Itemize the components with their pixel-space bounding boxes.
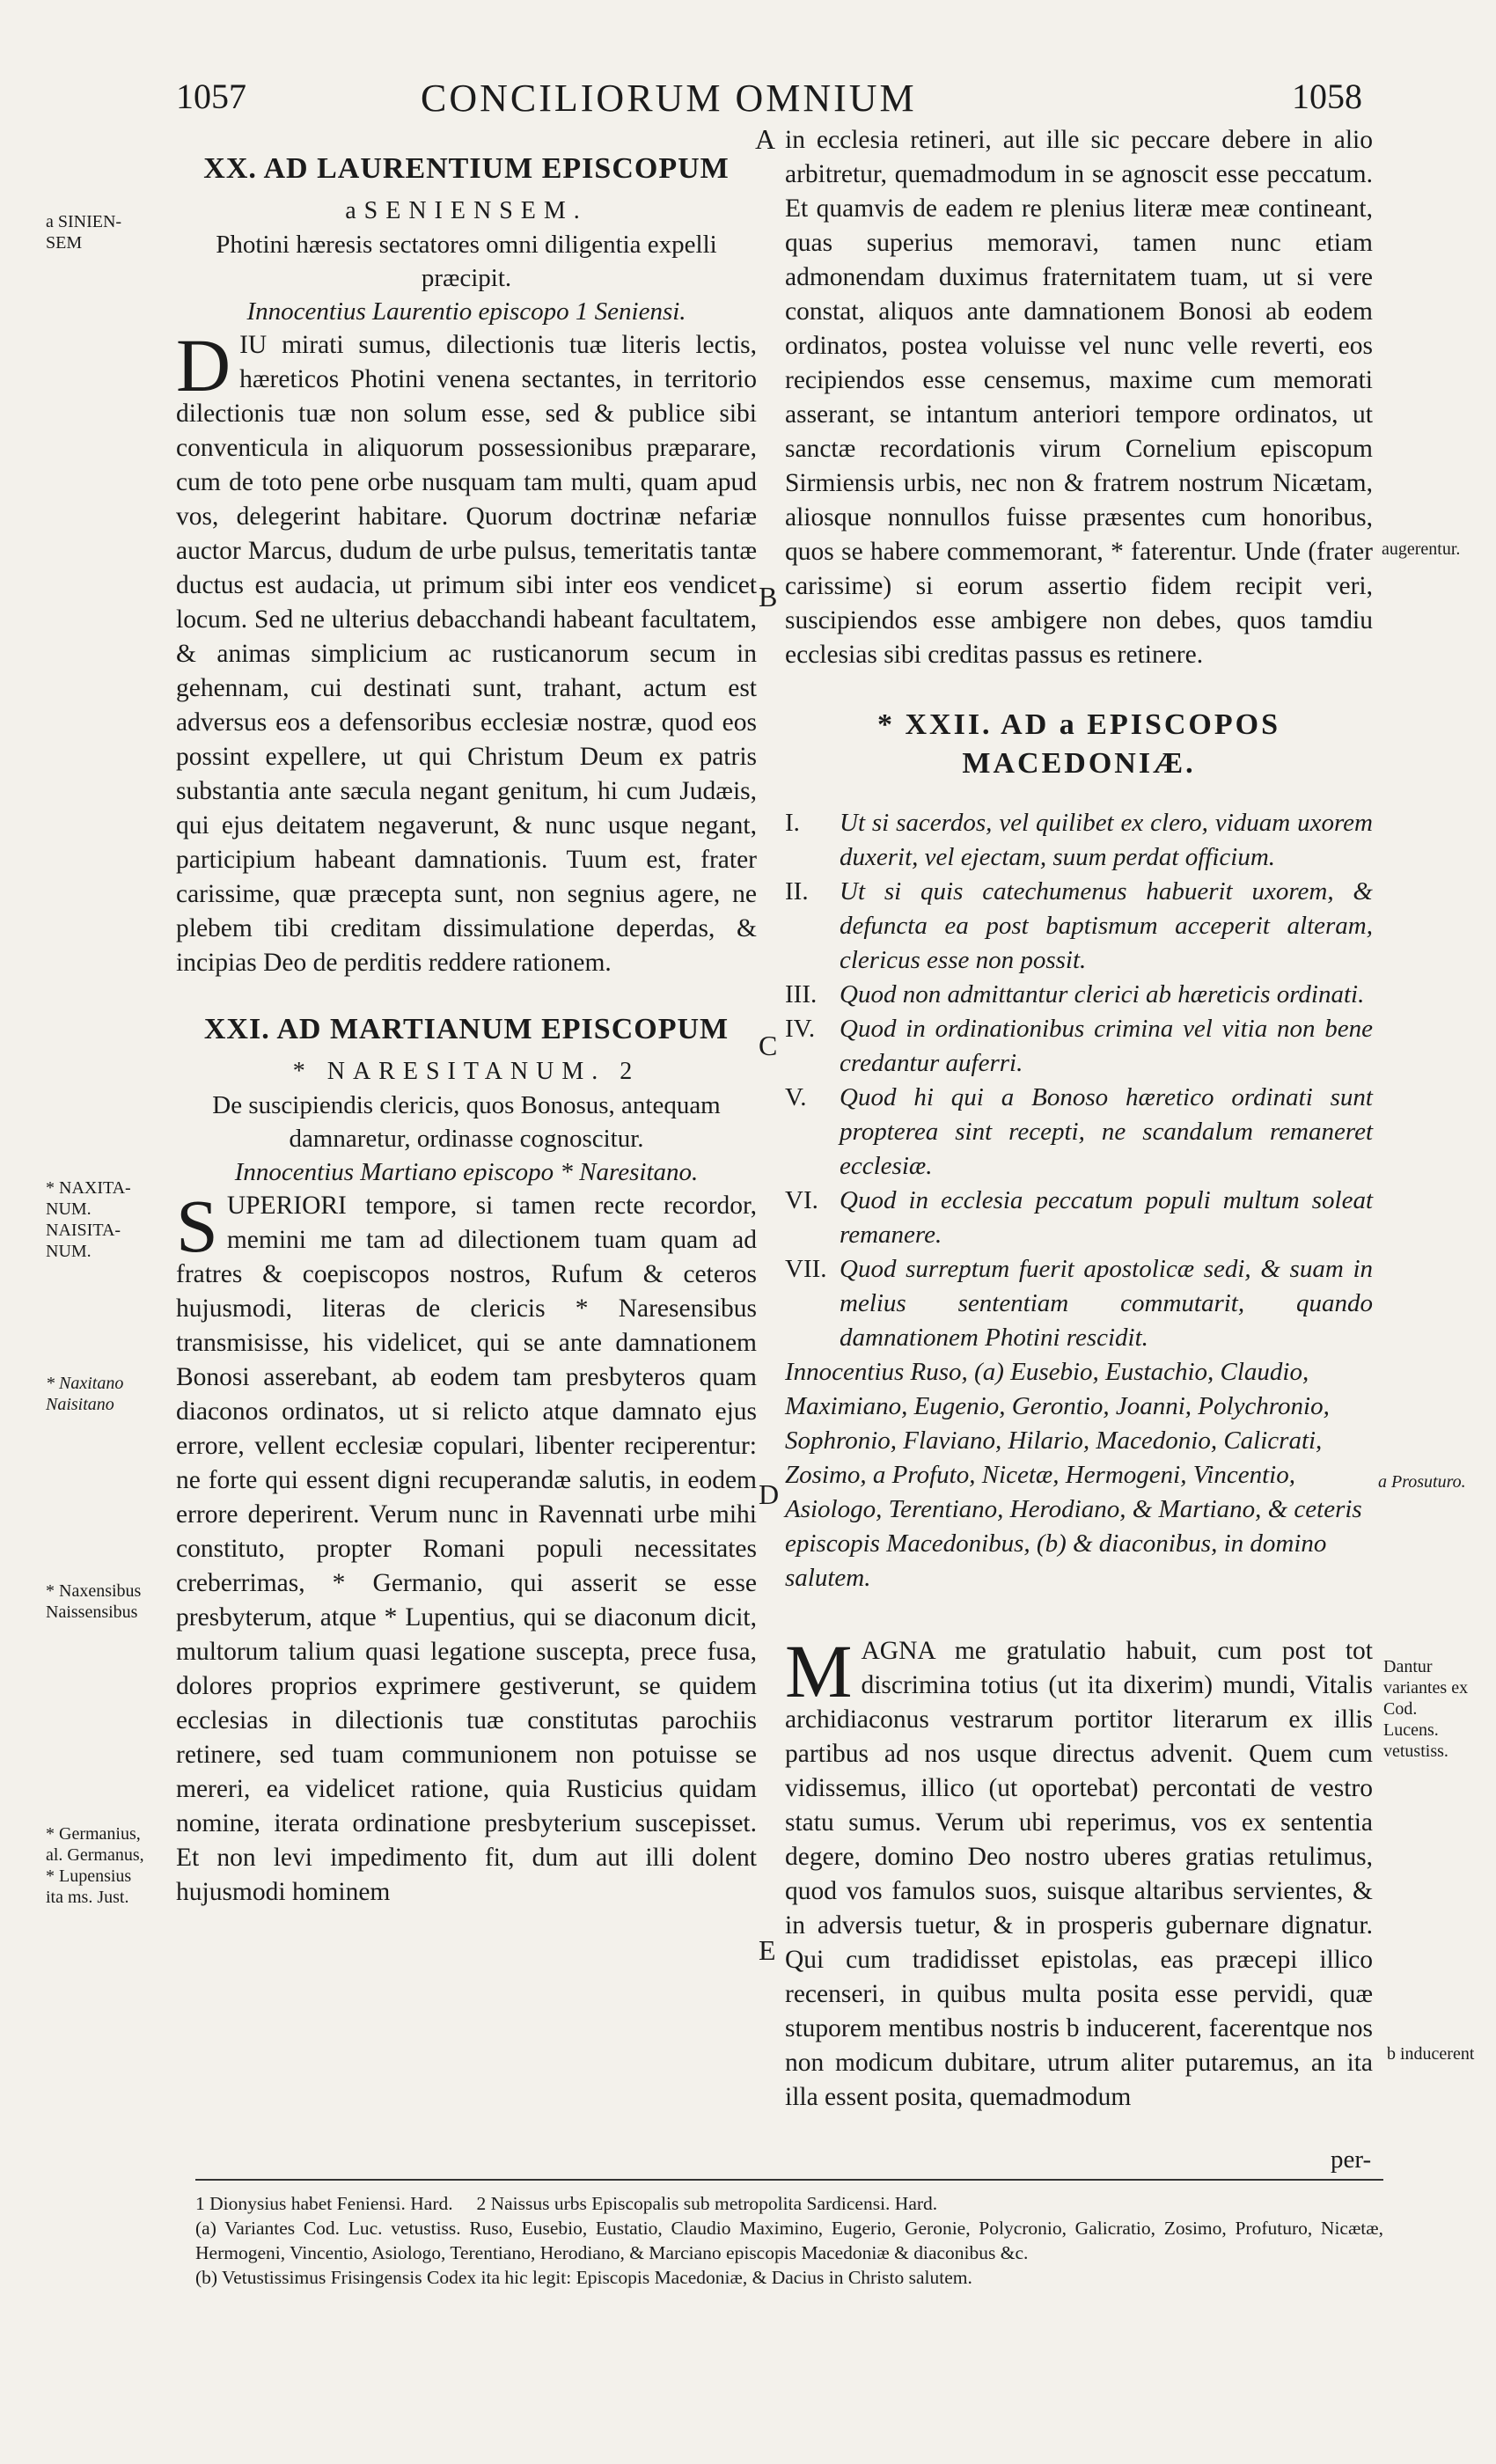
running-title: CONCILIORUM OMNIUM: [421, 77, 917, 120]
section-summary: De suscipiendis clericis, quos Bonosus, antequam damnaretur, ordinasse cognoscitur.: [212, 1091, 721, 1153]
drop-cap: M: [785, 1629, 853, 1713]
margin-note: b inducerent: [1387, 2044, 1475, 2064]
chapter-item: [785, 875, 1373, 978]
section-subtitle: * NARESITANUM. 2: [292, 1058, 641, 1085]
section-title-line2: MACEDONIÆ.: [962, 747, 1196, 780]
left-column: [176, 150, 757, 1910]
chapter-number: V.: [785, 1083, 807, 1111]
drop-cap: S: [176, 1184, 218, 1268]
footnote: 1 Dionysius habet Feniensi. Hard. 2 Naissus urbs Episcopalis sub metropolita Sardicensi. Hard.: [195, 2193, 938, 2214]
chapter-text: Ut si sacerdos, vel quilibet ex clero, viduam uxorem duxerit, vel ejectam, suum perdat officium.: [840, 809, 1373, 871]
margin-note: a Prosuturo.: [1378, 1472, 1466, 1492]
right-column: [785, 123, 1373, 2115]
addressee: Innocentius Ruso, (a) Eusebio, Eustachio, Claudio, Maximiano, Eugenio, Gerontio, Joanni, Polychronio, Sophronio, Flaviano, Hilario, Macedonio, Calicrati, Zosimo, a Profuto, Nicetæ, Hermogeni, Vincentio, Asiologo, Terentiano, Herodiano, & Martiano, & ceteris episcopis Macedonibus, (b) & diaconibus, in domino salutem.: [785, 1358, 1362, 1592]
salutation: Innocentius Martiano episcopo * Naresitano.: [234, 1158, 699, 1186]
continuation-text: in ecclesia retineri, aut ille sic peccare debere in alio arbitretur, quemadmodum in se agnoscit esse peccatum. Et quamvis de eadem re plenius literæ meæ contineant, quas superius memoravi, tamen nunc etiam admonendam duximus fraternitatem tuam, ut si vere constat, aliquos ante damnationem Bonosi ab eodem ordinatos, postea voluisse vel nunc velle reverti, eos recipiendos esse censemus, maxime cum memorati asserant, se intantum anteriori tempore ordinatos, ut sanctæ recordationis virum Cornelium episcopum Sirmiensis urbis, nec non & fratrem nostrum Nicætam, aliosque nonnullos fuisse præsentes cum honoribus, quos se habere commemorant, * faterentur. Unde (frater carissime) si eorum assertio fidem recipit veri, suscipiendos esse ambigere non debes, quos tamdiu ecclesias sibi creditas passus es retinere.: [785, 126, 1373, 669]
column-marker-d: D: [759, 1478, 780, 1510]
chapter-number: II.: [785, 877, 809, 906]
column-marker-e: E: [759, 1934, 776, 1966]
chapter-item: [785, 1184, 1373, 1252]
chapter-text: Quod surreptum fuerit apostolicæ sedi, & suam in melius sententiam commutarit, quando damnationem Photini rescidit.: [840, 1255, 1373, 1352]
chapter-number: VII.: [785, 1255, 827, 1283]
chapter-number: IV.: [785, 1015, 816, 1043]
letter-body: [176, 323, 757, 980]
margin-note: * Germanius, al. Germanus, * Lupensius ita ms. Just.: [46, 1824, 144, 1907]
section-title: * XXII. AD a EPISCOPOS: [876, 708, 1280, 741]
letter-text: IU mirati sumus, dilectionis tuæ literis lectis, hæreticos Photini venena sectantes, in territorio dilectionis tuæ non solum esse, sed & publice sibi conventicula in aliquorum possessionibus præparare, cum de toto pene orbe nusquam tam multi, quam apud vos, delegerint habitare. Quorum doctrinæ nefariæ auctor Marcus, dudum de urbe pulsus, temeritatis tantæ ductus est audacia, ut primum sibi inter eos vendicet locum. Sed ne ulterius debacchandi habeant facultatem, & animas simplicium ac rusticanorum secum in gehennam, cui destinati sunt, trahant, actum est adversus eos a defensoribus ecclesiæ nostræ, quod eos possint expellere, ut qui Christum Deum ex patris substantia ante sæcula negant genitum, hi cum Judæis, qui ejus deitatem negaverunt, & nunc usque negant, participium habeant damnationis. Tuum est, frater carissime, quæ præcepta sunt, non segnius agere, ne plebem tibi creditam dissimulatione deperdas, & incipias Deo de perditis reddere rationem.: [176, 331, 757, 977]
margin-note: a SINIEN- SEM: [46, 212, 122, 253]
chapter-text: Quod in ecclesia peccatum populi multum soleat remanere.: [840, 1186, 1373, 1249]
footnote: (a) Variantes Cod. Luc. vetustiss. Ruso, Eusebio, Eustatio, Claudio Maximino, Eugerio, Geronie, Polycronio, Galicratio, Zosimo, Profuturo, Nicætæ, Hermogeni, Vincentio, Asiologo, Terentiano, Herodiano, & Marciano episcopis Macedoniæ & diaconibus &c.: [195, 2218, 1383, 2263]
margin-note: * Naxensibus Naissensibus: [46, 1581, 142, 1622]
margin-note: * NAXITA- NUM. NAISITA- NUM.: [46, 1178, 131, 1261]
column-marker-b: B: [759, 581, 778, 612]
section-summary: Photini hæresis sectatores omni diligentia expelli præcipit.: [216, 231, 717, 292]
chapter-list: [785, 806, 1373, 1355]
footnote: (b) Vetustissimus Frisingensis Codex ita hic legit: Episcopis Macedoniæ, & Dacius in Christo salutem.: [195, 2267, 972, 2288]
page-number-left: 1057: [176, 77, 246, 116]
letter-body: [785, 1629, 1373, 2115]
column-marker-c: C: [759, 1030, 778, 1061]
chapter-text: Quod non admittantur clerici ab hæreticis ordinati.: [840, 980, 1365, 1008]
letter-text: AGNA me gratulatio habuit, cum post tot discrimina totius (ut ita dixerim) mundi, Vitalis archidiaconus vestrarum portitor literarum ex illis partibus ad nos usque directus advenit. Quem cum vidissemus, illico (ut oportebat) percontati de vestro statu sumus. Verum ubi reperimus, vos ex sententia degere, domino Deo nostro uberes gratias retulimus, quod vos famulos suos, suisque altaribus servientes, & in adversis tuetur, & in prosperis gubernare dignatur. Qui cum tradidisset epistolas, eas præcepi illico recenseri, in quibus multa posita esse pervidi, quæ stuporem mentibus nostris b inducerent, facerentque nos non modicum dubitare, utrum aliter putaremus, an ita illa essent posita, quemadmodum: [785, 1637, 1373, 2111]
margin-note: * Naxitano Naisitano: [46, 1374, 124, 1414]
letter-text: UPERIORI tempore, si tamen recte recordor, memini me tam ad dilectionem tuam quam ad fratres & coepiscopos nostros, Rufum & ceteros hujusmodi, literas de clericis * Naresensibus transmisisse, his videlicet, qui se ante damnationem Bonosi asserebant, ab eodem tam presbyteros quam diaconos ordinatos, ut si relicto atque damnato ejus errore, vellent ecclesiæ copulari, libenter reciperentur: ne forte qui essent digni recuperandæ salutis, in eodem errore deperirent. Verum nunc in Ravennati urbe mihi constituto, propter Romani populi necessitates creberrimas, * Germanio, qui asserit se esse presbyterum, atque * Lupentius, qui se diaconum dicit, multorum talium quasi legatione suscepta, prece fusa, dolores proprios exprimere gestiverunt, se quidem ecclesias in dilectionis tuæ constitutas parochiis retinere, sed tuam communionem non potuisse se mereri, ea videlicet ratione, quia Rusticius quidam nomine, iterata ordinatione presbyterium suscepisset. Et non levi impedimento fit, dum aut illi dolent hujusmodi hominem: [176, 1192, 757, 1906]
catchword: per-: [1331, 2145, 1372, 2174]
chapter-text: Quod hi qui a Bonoso hæretico ordinati sunt propterea sint recepti, ne scandalum remaneret ecclesiæ.: [840, 1083, 1373, 1180]
footnotes: [195, 2191, 1383, 2290]
section-title: XXI. AD MARTIANUM EPISCOPUM: [203, 1013, 730, 1045]
chapter-item: [785, 806, 1373, 875]
section-title: XX. AD LAURENTIUM EPISCOPUM: [203, 152, 730, 185]
section-subtitle: aSENIENSEM.: [345, 197, 588, 224]
letter-body: [176, 1184, 757, 1910]
drop-cap: D: [176, 323, 231, 407]
chapter-number: III.: [785, 980, 818, 1008]
chapter-item: [785, 1081, 1373, 1184]
margin-note: Dantur variantes ex Cod. Lucens. vetustiss.: [1383, 1657, 1469, 1761]
footnote-rule: [195, 2179, 1383, 2181]
chapter-text: Ut si quis catechumenus habuerit uxorem, & defuncta ea post baptismum acceperit alteram, clericus esse non possit.: [840, 877, 1373, 974]
margin-note: augerentur.: [1382, 539, 1461, 559]
salutation: Innocentius Laurentio episcopo 1 Seniensi.: [246, 297, 686, 326]
chapter-number: VI.: [785, 1186, 818, 1214]
page-number-right: 1058: [1292, 77, 1362, 116]
chapter-item: [785, 1012, 1373, 1081]
chapter-item: [785, 978, 1373, 1012]
chapter-text: Quod in ordinationibus crimina vel vitia non bene credantur auferri.: [840, 1015, 1373, 1077]
chapter-item: [785, 1252, 1373, 1355]
column-marker-a: A: [755, 123, 776, 155]
chapter-number: I.: [785, 809, 800, 837]
